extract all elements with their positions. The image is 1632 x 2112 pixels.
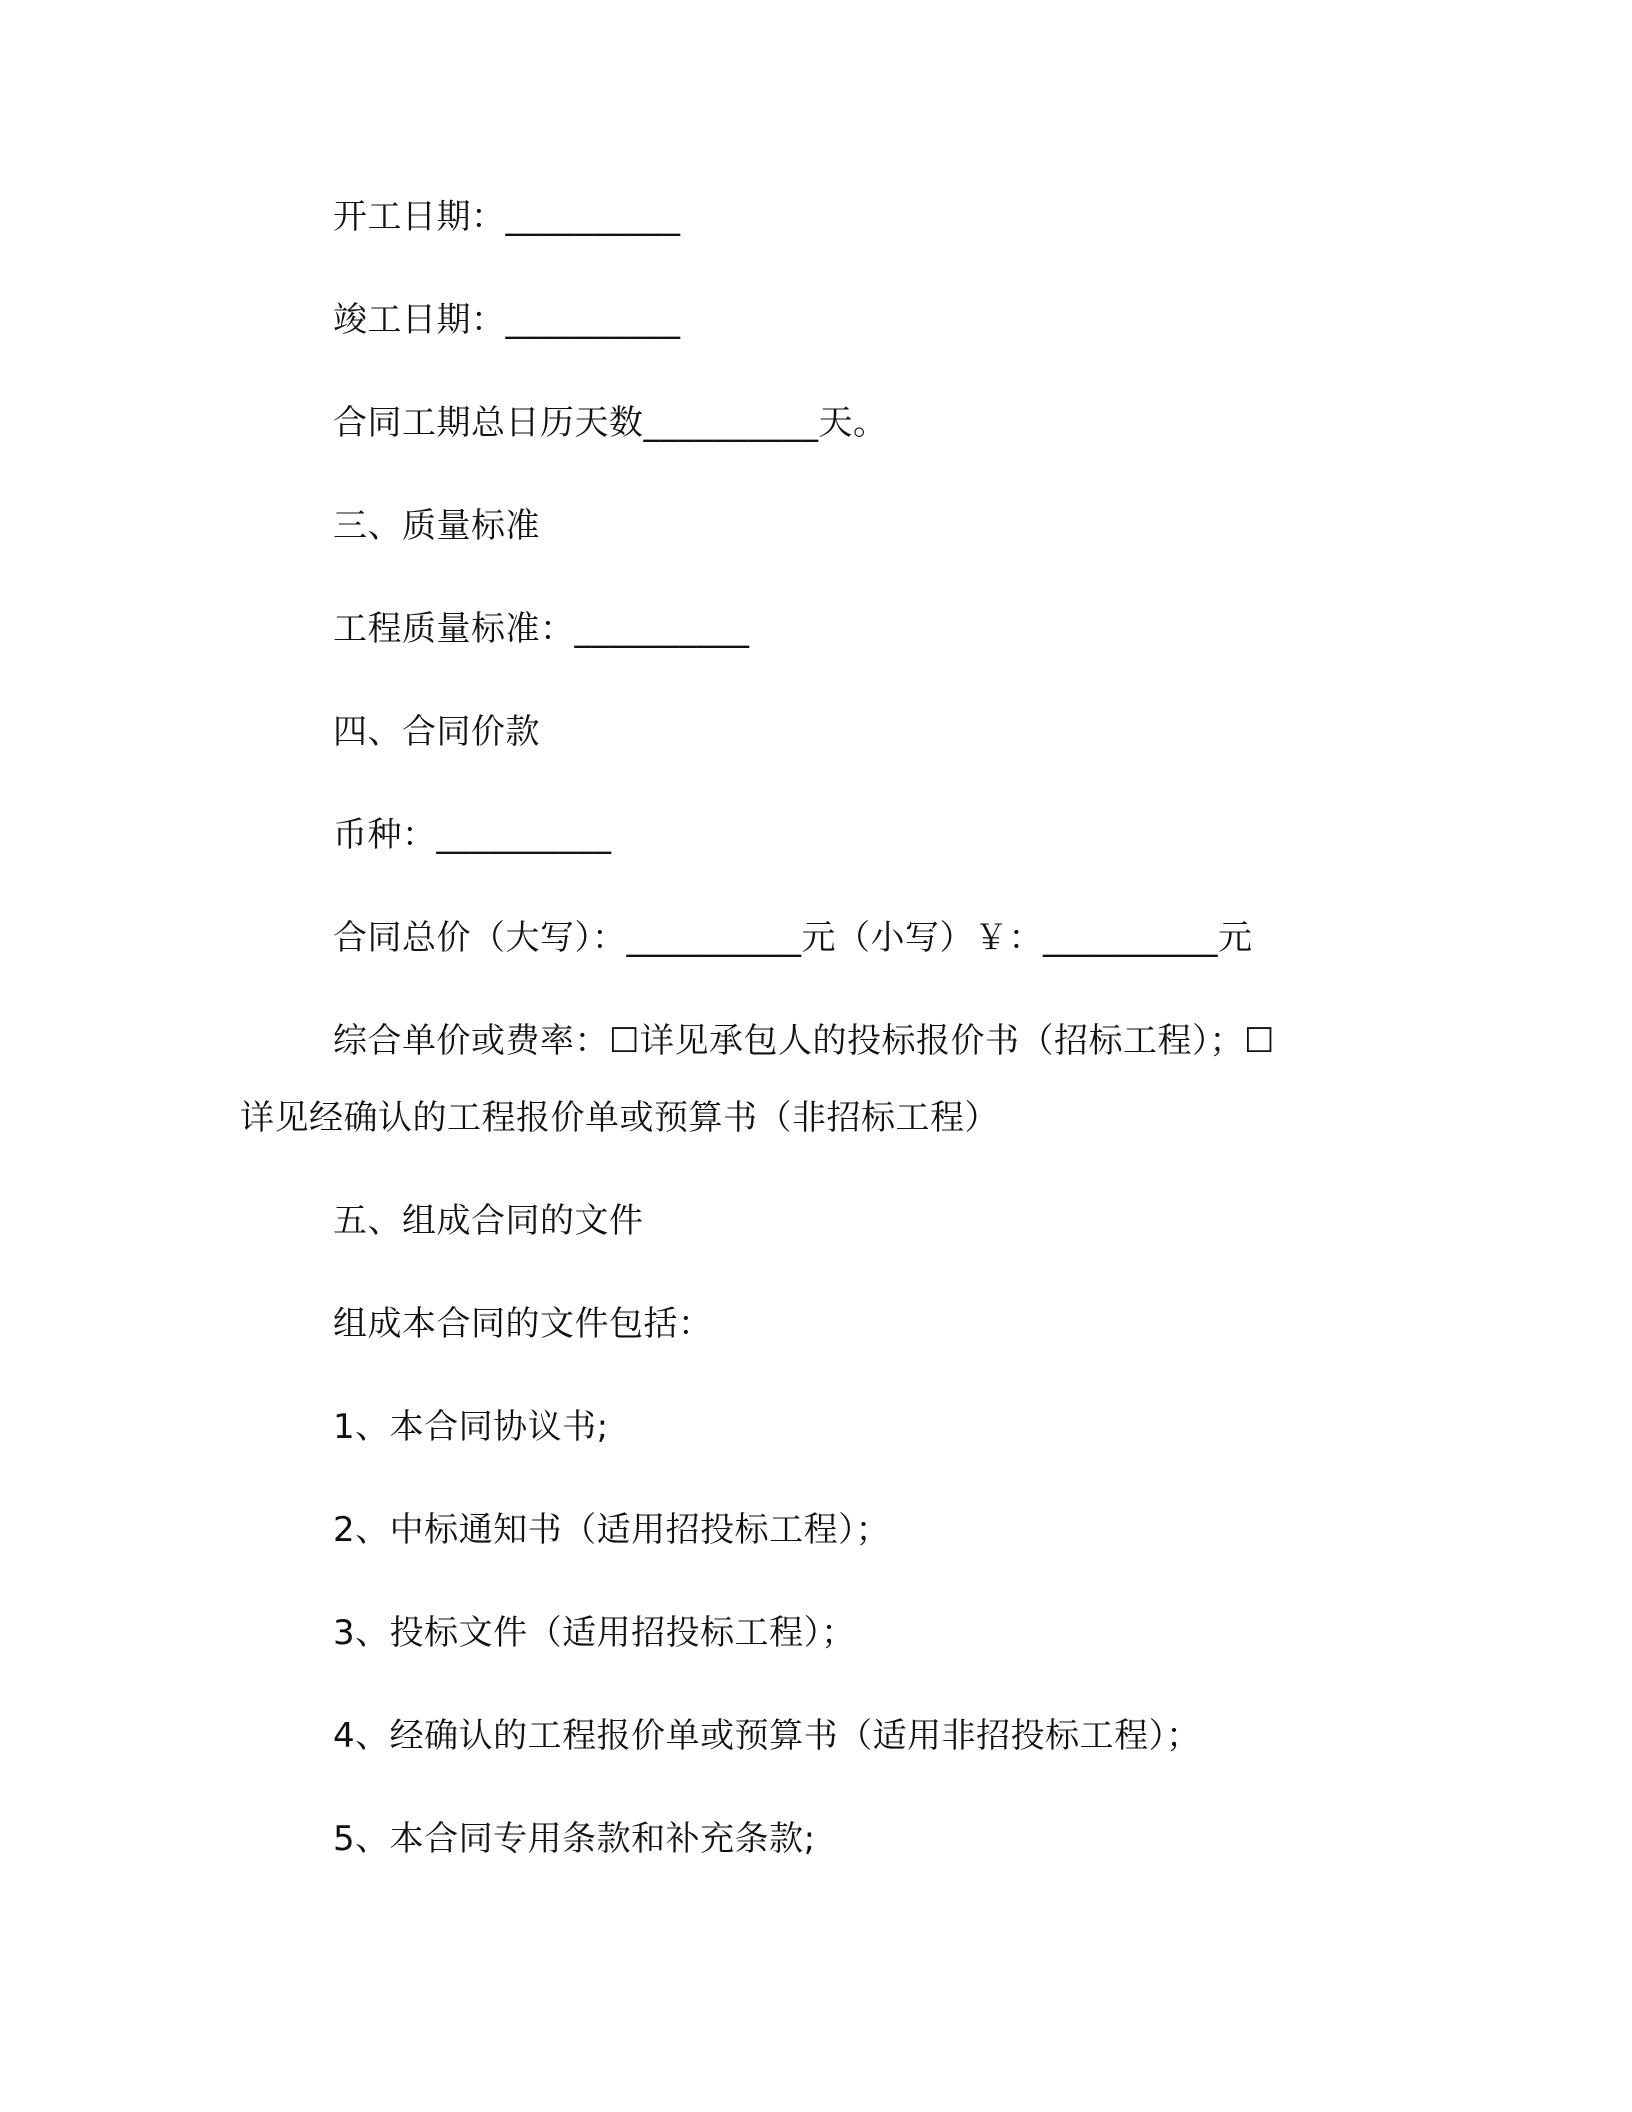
unit-price-line-1: 综合单价或费率：☐详见承包人的投标报价书（招标工程）；☐ [333,1021,1275,1061]
section-3-heading: 三、质量标准 [333,506,540,546]
documents-intro-line: 组成本合同的文件包括： [333,1304,713,1344]
start-date-line: 开工日期：__________ [333,197,681,237]
document-item-5: 5、本合同专用条款和补充条款; [333,1819,816,1859]
quality-standard-line: 工程质量标准：__________ [333,609,750,649]
document-item-1: 1、本合同协议书; [333,1407,609,1447]
document-item-2: 2、中标通知书（适用招投标工程）； [333,1510,891,1550]
section-5-heading: 五、组成合同的文件 [333,1201,644,1241]
currency-line: 币种：__________ [333,815,612,855]
document-item-4: 4、经确认的工程报价单或预算书（适用非招投标工程）； [333,1716,1201,1756]
total-price-line: 合同总价（大写）：__________元（小写）￥：__________元 [333,918,1253,958]
unit-price-line-2: 详见经确认的工程报价单或预算书（非招标工程） [240,1098,999,1138]
total-days-line: 合同工期总日历天数__________天。 [333,403,888,443]
document-item-3: 3、投标文件（适用招投标工程）； [333,1613,856,1653]
completion-date-line: 竣工日期：__________ [333,300,681,340]
section-4-heading: 四、合同价款 [333,712,540,752]
